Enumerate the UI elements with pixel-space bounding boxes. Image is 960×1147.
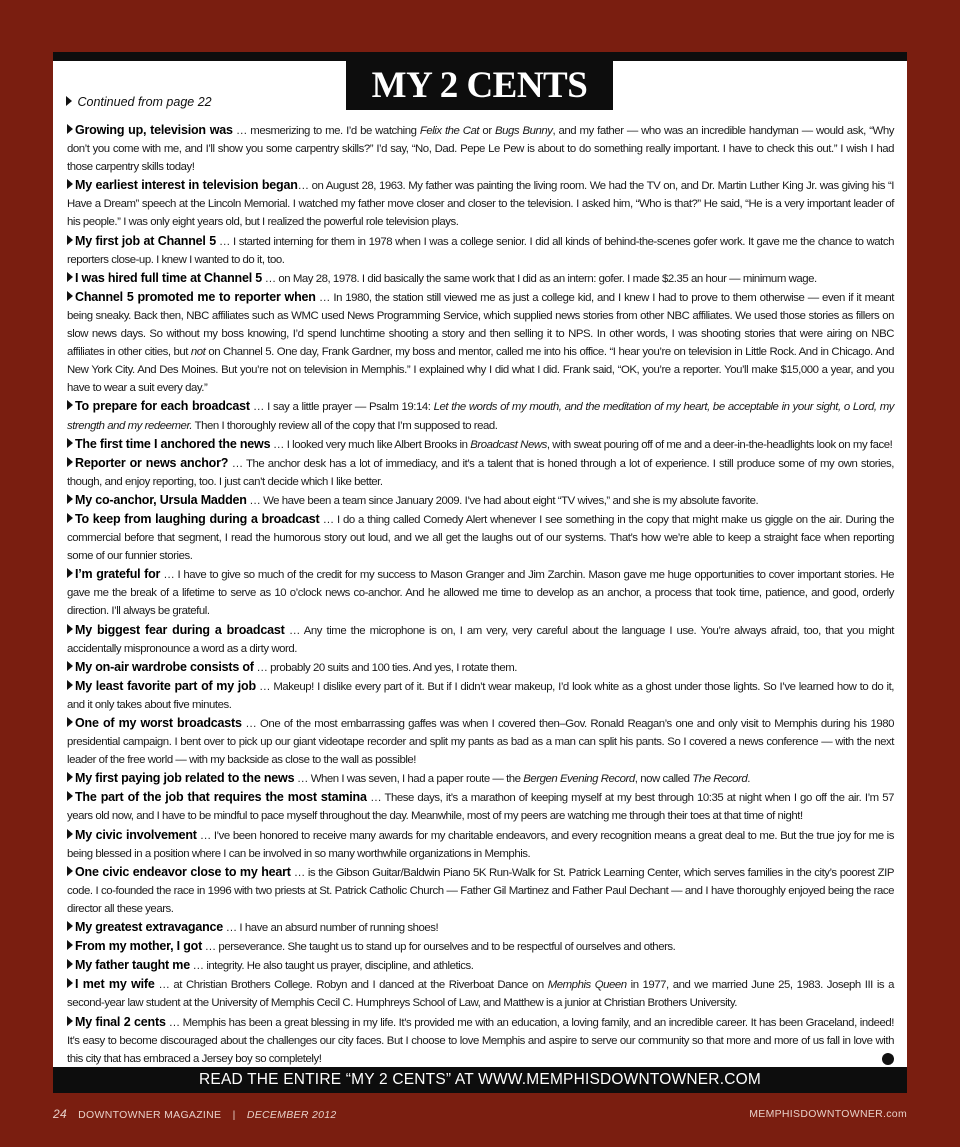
item-italic: Felix the Cat: [419, 125, 480, 137]
item-text: … perseverance. She taught us to stand up for ourselves and to be respectful of ourselves and others.: [202, 941, 676, 954]
item-lead: My on-air wardrobe consists of: [75, 659, 254, 674]
qa-item: [67, 397, 894, 434]
qa-item: [67, 658, 894, 677]
qa-item: [67, 565, 894, 620]
qa-item: [67, 714, 894, 769]
item-text: … I’ve been honored to receive many awards for my charitable endeavors, and every recognition means a great deal to me. But the true joy for me is being blessed in a position where I can be involved in so many worthwhile organizations in Memphis.: [67, 829, 894, 860]
triangle-bullet-icon: [67, 624, 73, 634]
end-of-story-icon: [882, 1053, 894, 1065]
item-italic: The Record: [692, 773, 748, 786]
triangle-bullet-icon: [67, 680, 73, 690]
item-text: … on May 28, 1978. I did basically the same work that I did as an intern: gofer. I made $2.35 an hour — minimum wage.: [262, 272, 817, 285]
item-text: … We have been a team since January 2009. I’ve had about eight “TV wives,” and she is my absolute favorite.: [246, 494, 759, 507]
item-text: … on August 28, 1963. My father was painting the living room. We had the TV on, and Dr. Martin Luther King Jr. was giving his “I Have a Dream” speech at the Lincoln Memorial. I watched my father move closer and closer to the television. I asked him, “Who is that?” He said, “He is a very important leader of his people.” I was only eight years old, but I realized the powerful role television plays.: [67, 180, 894, 229]
item-italic: Let the words of my mouth, and the meditation of my heart, be acceptable in your sight, o Lord, my strength and my redeemer.: [67, 401, 895, 432]
item-text: .: [747, 773, 750, 786]
triangle-bullet-icon: [67, 1016, 73, 1026]
item-lead: I’m grateful for: [75, 567, 161, 582]
triangle-bullet-icon: [67, 940, 73, 950]
item-text: or: [479, 125, 495, 137]
item-text: … When I was seven, I had a paper route — the: [294, 773, 524, 786]
qa-item: [67, 677, 894, 714]
triangle-bullet-icon: [67, 772, 73, 782]
folio: [53, 1107, 337, 1121]
continued-label: Continued from page 22: [77, 95, 212, 109]
item-lead: My father taught me: [75, 958, 190, 973]
page-number: 24: [53, 1107, 67, 1121]
item-text: … at Christian Brothers College. Robyn and I danced at the Riverboat Dance on: [154, 979, 548, 992]
item-italic: Memphis Queen: [547, 979, 627, 992]
qa-item: [67, 232, 894, 269]
read-more-banner[interactable]: READ THE ENTIRE “MY 2 CENTS” AT WWW.MEMPHISDOWNTOWNER.COM: [53, 1067, 907, 1093]
triangle-bullet-icon: [67, 921, 73, 931]
qa-item: [67, 918, 894, 937]
qa-item: [67, 121, 894, 176]
qa-item: [67, 621, 894, 658]
item-text: … mesmerizing to me. I’d be watching: [232, 125, 420, 137]
item-text: … I say a little prayer — Psalm 19:14:: [249, 401, 434, 414]
folio-separator: |: [232, 1109, 236, 1121]
item-lead: One civic endeavor close to my heart: [75, 864, 291, 879]
site-url[interactable]: MEMPHISDOWNTOWNER.com: [749, 1108, 907, 1120]
item-text: … I looked very much like Albert Brooks in: [270, 438, 471, 451]
triangle-bullet-icon: [67, 791, 73, 801]
item-text: … I have an absurd number of running shoes!: [223, 922, 439, 935]
qa-item: [67, 435, 894, 454]
item-lead: I was hired full time at Channel 5: [75, 270, 262, 285]
item-text: … integrity. He also taught us prayer, discipline, and athletics.: [189, 960, 474, 973]
item-lead: My civic involvement: [75, 827, 197, 842]
item-lead: My first paying job related to the news: [75, 771, 295, 786]
triangle-bullet-icon: [67, 235, 73, 245]
item-text: … I started interning for them in 1978 when I was a college senior. I did all kinds of behind-the-scenes gofer work. It gave me the chance to watch reporters close-up. I knew I wanted to do it, too.: [67, 235, 894, 266]
qa-item: [67, 491, 894, 510]
qa-item: [67, 937, 894, 956]
item-text: … probably 20 suits and 100 ties. And yes, I rotate them.: [253, 661, 518, 674]
item-text: … I have to give so much of the credit for my success to Mason Granger and Jim Zarchin. Mason gave me huge opportunities to cover important stories. He gave me the break of a lifetime to serve as 10 o’clock news co-anchor. And he allowed me time to develop as an anchor, a process that took time, patience, and good, orderly direction. I’ll always be grateful.: [67, 569, 894, 618]
item-lead: To prepare for each broadcast: [75, 399, 250, 414]
qa-item: [67, 956, 894, 975]
item-lead: One of my worst broadcasts: [75, 716, 242, 730]
triangle-bullet-icon: [67, 291, 73, 301]
triangle-bullet-icon: [67, 717, 73, 727]
item-lead: Growing up, television was: [75, 123, 233, 137]
qa-item: [67, 975, 894, 1012]
triangle-bullet-icon: [67, 661, 73, 671]
qa-item: [67, 863, 894, 918]
item-text: … Any time the microphone is on, I am very, very careful about the language I use. You’re always afraid, too, that you might accidentally mispronounce a word as a dirty word.: [67, 624, 894, 655]
item-lead: The part of the job that requires the most stamina: [75, 790, 367, 805]
qa-item: [67, 269, 894, 288]
triangle-bullet-icon: [67, 568, 73, 578]
item-lead: To keep from laughing during a broadcast: [75, 511, 320, 526]
qa-item: [67, 176, 894, 231]
item-text: … The anchor desk has a lot of immediacy, and it’s a talent that is honed through a lot of experience. I still produce some of my own stories, though, and enjoy reporting, too. I just can’t decide which I like better.: [67, 457, 894, 488]
triangle-bullet-icon: [67, 438, 73, 448]
item-lead: From my mother, I got: [75, 939, 203, 954]
item-text: … One of the most embarrassing gaffes was when I covered then–Gov. Ronald Reagan’s one and only visit to Memphis during his 1980 presidential campaign. I bent over to pick up our giant videotape recorder and split my pants as bad as a man can split his pants. So I covered a news conference — with the next leader of the free world — with my backside as close to the wall as possible!: [67, 718, 894, 767]
item-lead: My earliest interest in television began: [75, 178, 298, 193]
item-text: … Memphis has been a great blessing in my life. It’s provided me with an education, a loving family, and an incredible career. It has been Graceland, indeed! It’s easy to become discouraged about the challenges our city faces. But I choose to love Memphis and aspire to serve our community so that more and more of us fall in love with this city that has embraced a Jersey boy so completely!: [67, 1016, 894, 1065]
item-text: … I do a thing called Comedy Alert whenever I see something in the copy that might make us giggle on the air. During the commercial before that segment, I read the humorous story out loud, and we all get the laughs out of our systems. That’s how we’re able to keep a straight face when reporting some of our funnier stories.: [67, 513, 894, 563]
item-lead: My least favorite part of my job: [75, 678, 256, 693]
triangle-bullet-icon: [67, 179, 73, 189]
item-italic: Broadcast News: [470, 438, 547, 451]
item-italic: Bugs Bunny: [494, 125, 553, 137]
item-lead: My co-anchor, Ursula Madden: [75, 492, 247, 507]
item-text: , with sweat pouring off of me and a deer-in-the-headlights look on my face!: [546, 438, 893, 451]
item-lead: Reporter or news anchor?: [75, 455, 229, 470]
article-panel: [53, 61, 907, 1067]
triangle-bullet-icon: [67, 866, 73, 876]
item-text: , and my father — who was an incredible handyman — would ask, “Why don’t you come with me, and I’ll show you some carpentry skills?” I’d say, “No, Dad. Pepe Le Pew is about to do something really important. I have to check this out.” I wish I had those carpentry skills today!: [67, 125, 894, 174]
item-lead: My greatest extravagance: [75, 920, 224, 935]
triangle-bullet-icon: [67, 124, 73, 134]
qa-item: [67, 788, 894, 825]
qa-item: [67, 769, 894, 788]
top-band: [53, 52, 907, 61]
article-body: [67, 121, 894, 1068]
item-text: … Makeup! I dislike every part of it. But if I didn’t wear makeup, I’d look white as a ghost under those lights. So I’ve learned how to do it, and it only takes about five minutes.: [67, 680, 895, 711]
qa-item: [67, 826, 894, 863]
item-text: in 1977, and we married June 25, 1983. Joseph III is a second-year law student at the University of Memphis Cecil C. Humphreys School of Law, and Matthew is a junior at Christian Brothers University.: [67, 979, 894, 1010]
triangle-bullet-icon: [66, 96, 72, 106]
page-title: MY 2 CENTS: [346, 61, 613, 110]
triangle-bullet-icon: [67, 829, 73, 839]
triangle-bullet-icon: [67, 400, 73, 410]
qa-item: [67, 510, 894, 565]
qa-item: [67, 288, 894, 398]
item-text: … These days, it’s a marathon of keeping myself at my best through 10:35 at night when I go off the air. I’m 57 years old now, and I have to be mindful to pace myself throughout the day. Meanwhile, most of my peers are watching me through their toes at that time of night!: [67, 792, 894, 823]
triangle-bullet-icon: [67, 978, 73, 988]
item-lead: My first job at Channel 5: [75, 233, 216, 248]
triangle-bullet-icon: [67, 272, 73, 282]
item-lead: My final 2 cents: [75, 1014, 166, 1029]
magazine-name: DOWNTOWNER MAGAZINE: [78, 1109, 222, 1121]
item-text: , now called: [634, 773, 693, 786]
qa-item: [67, 1013, 894, 1068]
item-text: on Channel 5. One day, Frank Gardner, my boss and mentor, called me into his office. “I hear you’re on television in Little Rock. And in Chicago. And New York City. And Des Moines. But you’re not on television in Memphis.” I explained why I did what I did. Frank said, “OK, you’re a reporter. You’ll make $15,000 a year, and you have to wear a suit every day.”: [67, 346, 894, 395]
item-lead: Channel 5 promoted me to reporter when: [75, 289, 316, 304]
item-text: … In 1980, the station still viewed me as just a college kid, and I knew I had to prove to them otherwise — even if it meant being sneaky. Back then, NBC affiliates such as WMC used News Programming Service, which supplied news stories from other NBC affiliates. We used those stories as fillers on slow news days. So without my boss knowing, I’d spend lunchtime shooting a story and then selling it to NPS. In other words, I was shooting stories that were airing on NBC affiliates in other cities, but: [67, 291, 894, 359]
item-lead: My biggest fear during a broadcast: [75, 622, 285, 637]
item-lead: The first time I anchored the news: [75, 436, 271, 451]
item-text: Then I thoroughly review all of the copy that I’m supposed to read.: [192, 419, 498, 432]
triangle-bullet-icon: [67, 457, 73, 467]
triangle-bullet-icon: [67, 959, 73, 969]
triangle-bullet-icon: [67, 494, 73, 504]
triangle-bullet-icon: [67, 513, 73, 523]
item-lead: I met my wife: [75, 977, 155, 992]
continued-note: [66, 95, 212, 109]
item-italic: not: [190, 346, 206, 359]
item-text: … is the Gibson Guitar/Baldwin Piano 5K Run-Walk for St. Patrick Learning Center, which serves families in the city’s poorest ZIP code. I co-founded the race in 1996 with two priests at St. Patrick Catholic Church — Father Gil Martinez and Father Paul Dechant — and I have thoroughly enjoyed being the race director all these years.: [67, 866, 894, 915]
issue-date: DECEMBER 2012: [246, 1109, 337, 1121]
item-italic: Bergen Evening Record: [523, 773, 635, 786]
qa-item: [67, 454, 894, 491]
